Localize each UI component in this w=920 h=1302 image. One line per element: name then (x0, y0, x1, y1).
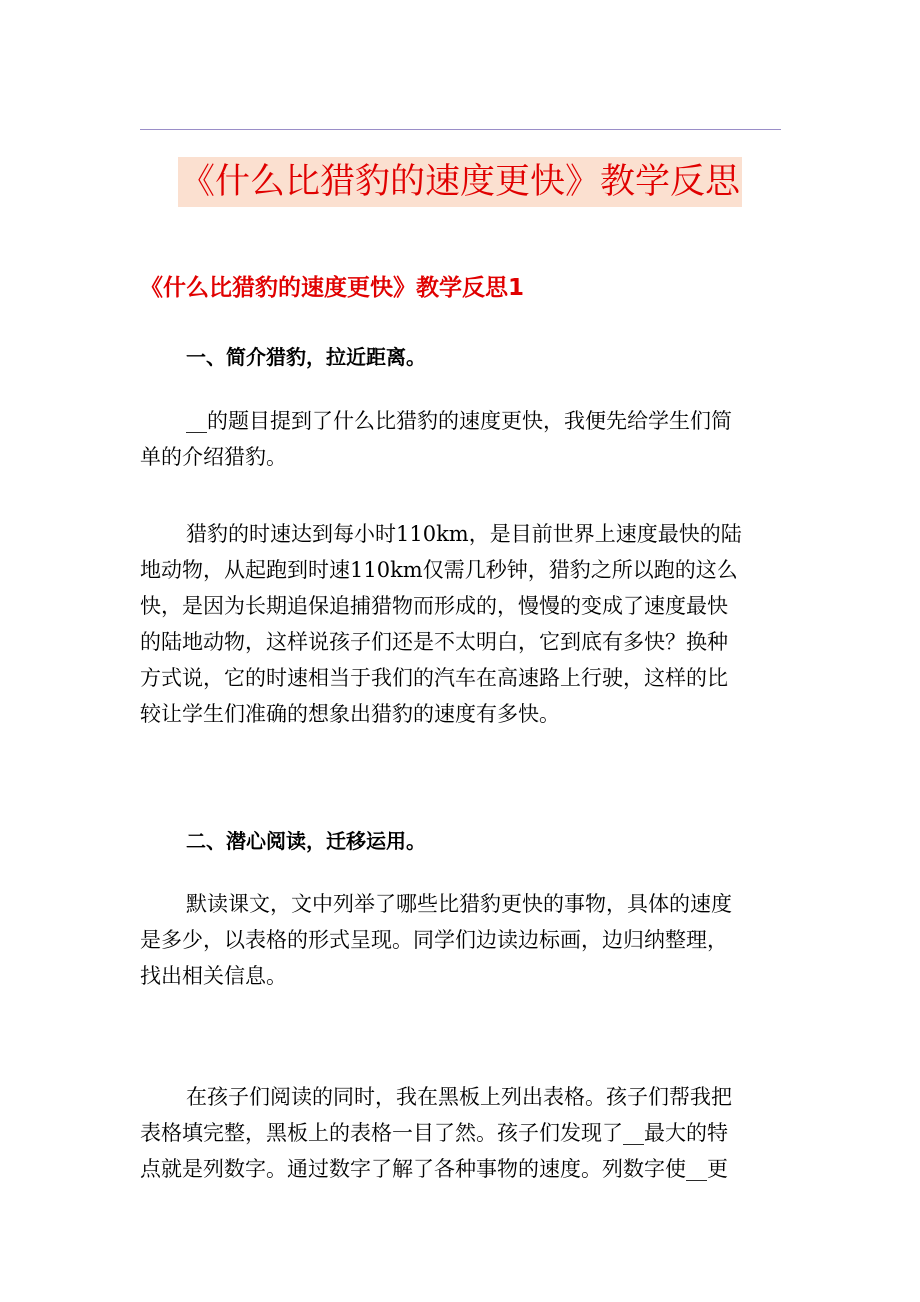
paragraph-line: 单的介绍猎豹。 (140, 445, 287, 469)
document-title: 《什么比猎豹的速度更快》教学反思 (178, 157, 742, 207)
paragraph-line: __的题目提到了什么比猎豹的速度更快，我便先给学生们简 (186, 409, 732, 433)
paragraph-line: 表格填完整，黑板上的表格一目了然。孩子们发现了__最大的特 (140, 1121, 728, 1145)
heading-1: 一、简介猎豹，拉近距离。 (186, 345, 426, 369)
paragraph-line: 地动物，从起跑到时速110km仅需几秒钟，猎豹之所以跑的这么 (140, 558, 738, 582)
paragraph-line: 默读课文，文中列举了哪些比猎豹更快的事物，具体的速度 (186, 892, 732, 916)
title-container (0, 157, 920, 207)
heading-2: 二、潜心阅读，迁移运用。 (186, 829, 426, 853)
paragraph-line: 猎豹的时速达到每小时110km，是目前世界上速度最快的陆 (186, 522, 742, 546)
paragraph-line: 是多少，以表格的形式呈现。同学们边读边标画，边归纳整理， (140, 928, 728, 952)
paragraph-line: 的陆地动物，这样说孩子们还是不太明白，它到底有多快？换种 (140, 630, 728, 654)
section-title: 《什么比猎豹的速度更快》教学反思1 (140, 275, 525, 301)
paragraph-line: 快，是因为长期追保追捕猎物而形成的，慢慢的变成了速度最快 (140, 594, 728, 618)
paragraph-line: 在孩子们阅读的同时，我在黑板上列出表格。孩子们帮我把 (186, 1085, 732, 1109)
paragraph-line: 点就是列数字。通过数字了解了各种事物的速度。列数字使__更 (140, 1157, 728, 1181)
paragraph-line: 找出相关信息。 (140, 964, 287, 988)
paragraph-4 (140, 1079, 781, 1187)
paragraph-2 (140, 516, 781, 732)
header-rule (140, 129, 781, 130)
paragraph-3 (140, 886, 781, 994)
paragraph-line: 较让学生们准确的想象出猎豹的速度有多快。 (140, 702, 560, 726)
paragraph-line: 方式说，它的时速相当于我们的汽车在高速路上行驶，这样的比 (140, 666, 728, 690)
paragraph-1 (140, 403, 781, 475)
